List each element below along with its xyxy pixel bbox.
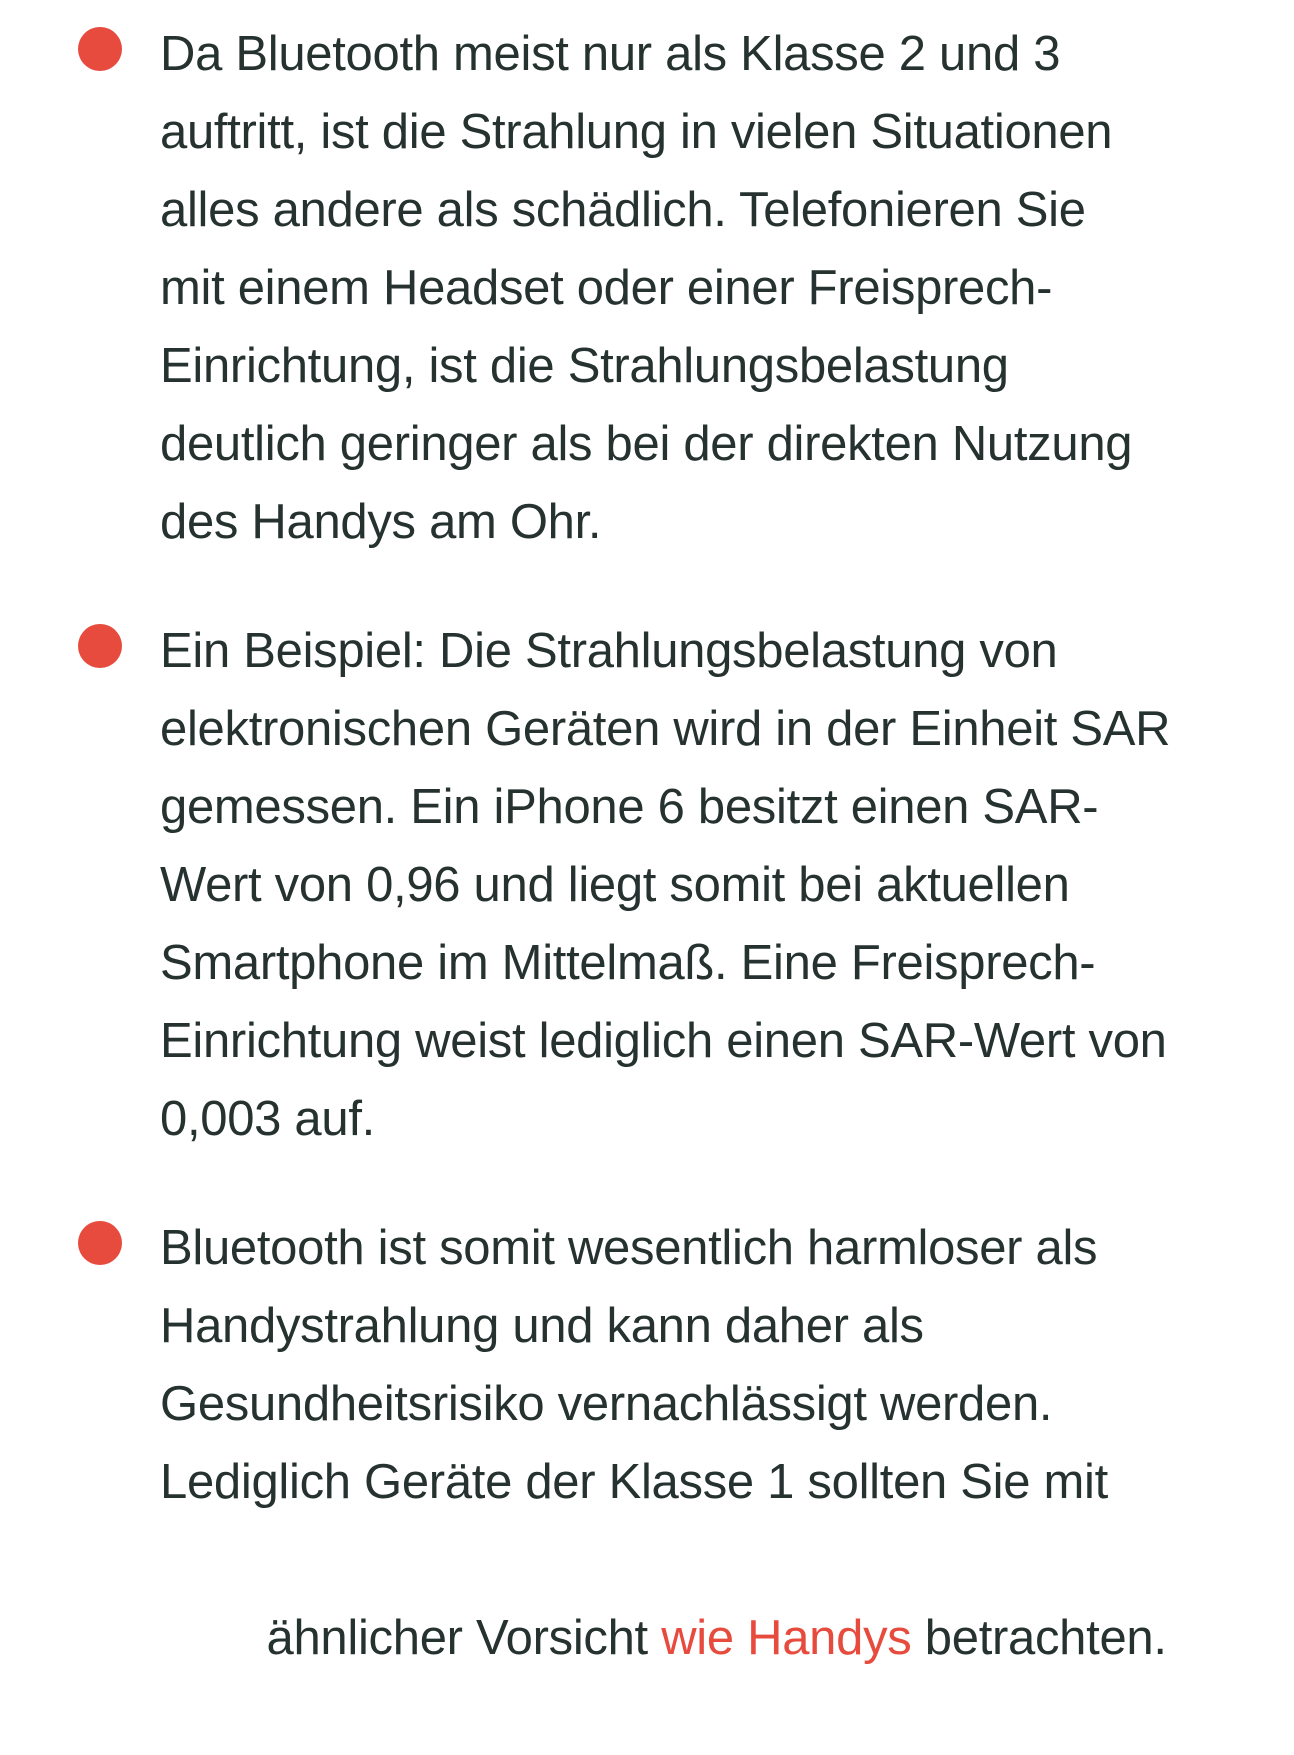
text-line: Handystrahlung und kann daher als [160,1299,924,1353]
text-line: 0,003 auf. [160,1092,375,1146]
bullet-marker-icon [78,1221,122,1265]
wie-handys-link[interactable]: wie Handys [661,1611,912,1665]
text-segment: ähnlicher Vorsicht [266,1611,662,1665]
text-line: Gesundheitsrisiko vernachlässigt werden. [160,1377,1053,1431]
bullet-paragraph [160,1209,1167,1755]
text-line: alles andere als schädlich. Telefonieren Sie [160,183,1086,237]
bullet-paragraph [160,15,1132,561]
text-line [160,1521,1167,1755]
bullet-item [78,15,1264,561]
text-line: Einrichtung weist lediglich einen SAR-Wert von [160,1014,1167,1068]
text-segment: betrachten. [911,1611,1167,1665]
text-line: deutlich geringer als bei der direkten Nutzung [160,417,1133,471]
text-line: Einrichtung, ist die Strahlungsbelastung [160,339,1009,393]
text-line: mit einem Headset oder einer Freisprech- [160,261,1053,315]
text-line: Da Bluetooth meist nur als Klasse 2 und 3 [160,27,1061,81]
text-line: auftritt, ist die Strahlung in vielen Situationen [160,105,1113,159]
text-line: des Handys am Ohr. [160,495,602,549]
bullet-item [78,612,1264,1158]
text-line: gemessen. Ein iPhone 6 besitzt einen SAR- [160,780,1099,834]
text-line: Ein Beispiel: Die Strahlungsbelastung von [160,624,1058,678]
bullet-paragraph [160,612,1170,1158]
text-line: Smartphone im Mittelmaß. Eine Freisprech- [160,936,1096,990]
text-line: elektronischen Geräten wird in der Einheit SAR [160,702,1171,756]
bullet-marker-icon [78,624,122,668]
text-line: Wert von 0,96 und liegt somit bei aktuellen [160,858,1070,912]
bullet-item [78,1209,1264,1755]
text-line: Lediglich Geräte der Klasse 1 sollten Sie mit [160,1455,1108,1509]
text-line: Bluetooth ist somit wesentlich harmloser als [160,1221,1098,1275]
bullet-marker-icon [78,27,122,71]
